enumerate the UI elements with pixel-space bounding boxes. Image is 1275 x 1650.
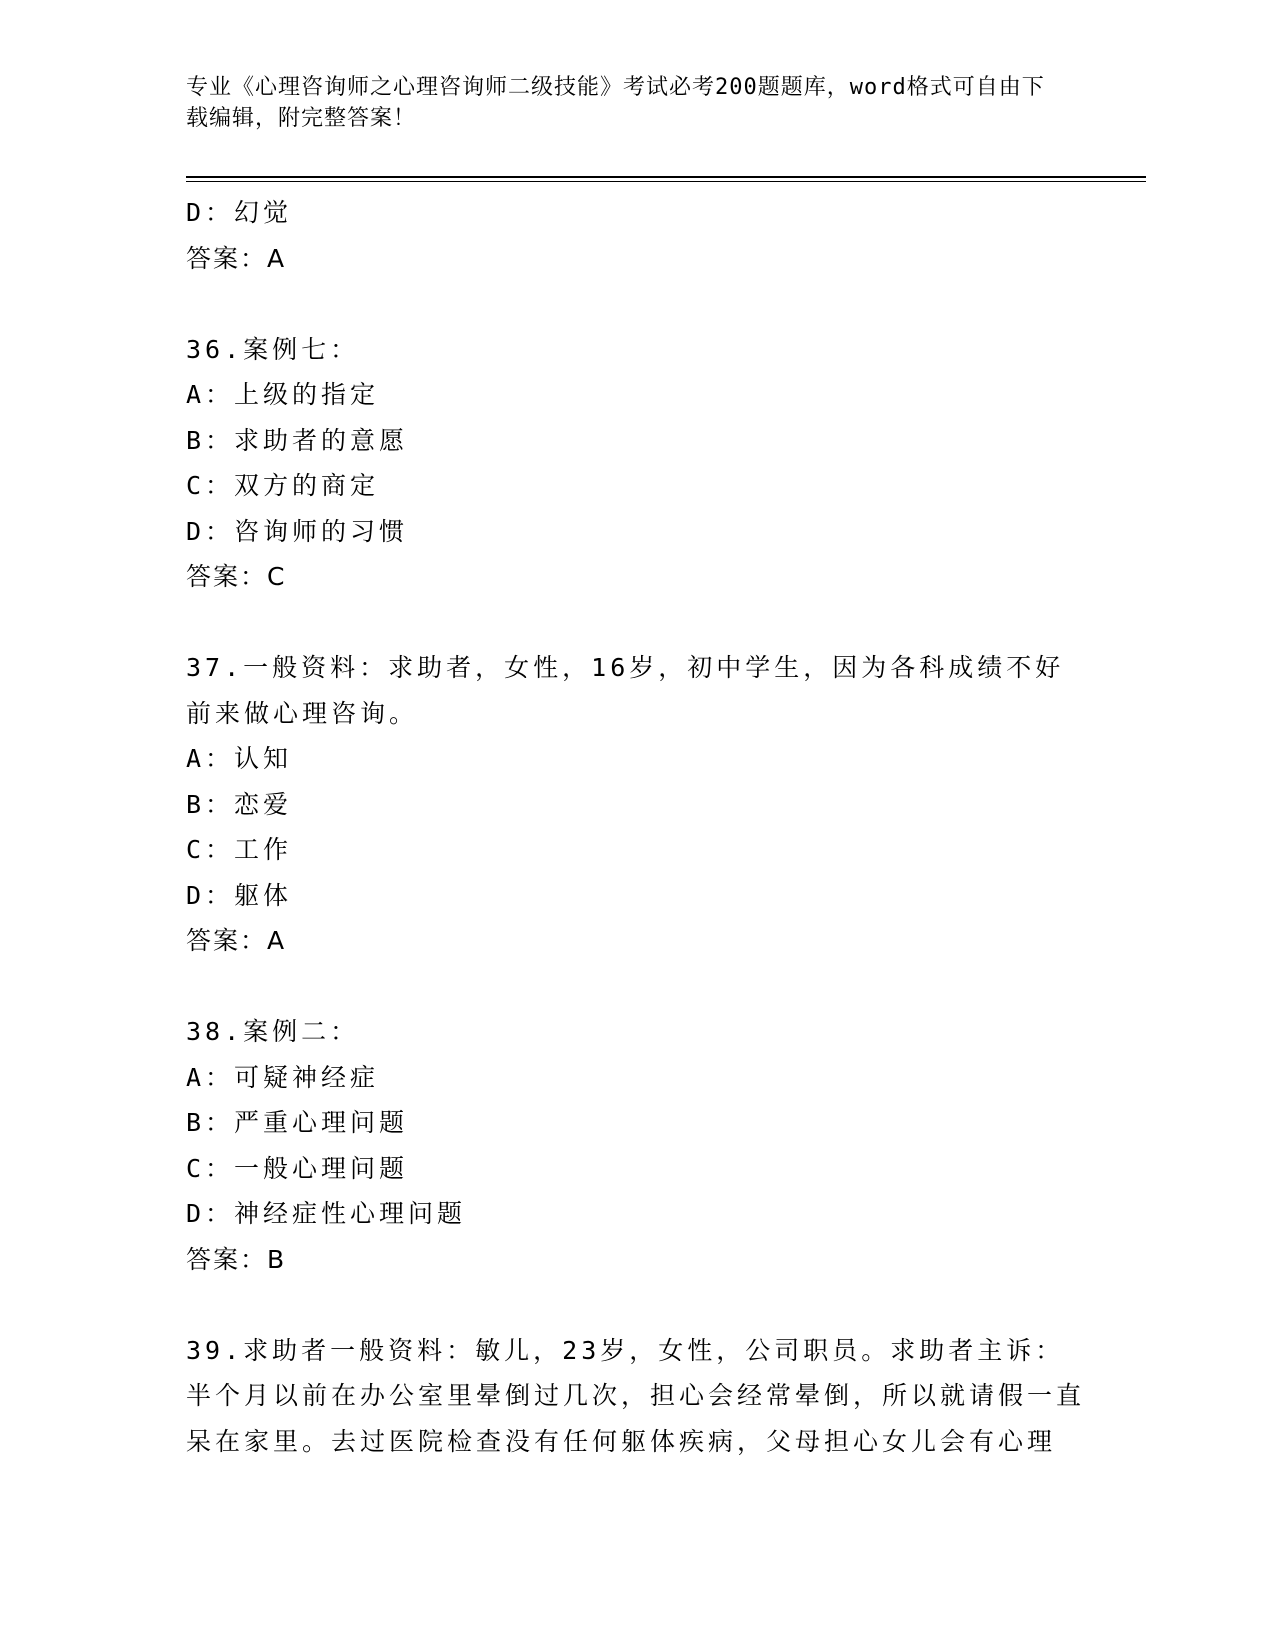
answer: 答案：A	[186, 926, 287, 955]
option-c: C：工作	[186, 835, 293, 864]
header-rule-thick	[186, 176, 1146, 178]
header-rule-thin	[186, 181, 1146, 182]
prev-answer: 答案：A	[186, 243, 287, 273]
option-a: A：可疑神经症	[186, 1062, 380, 1092]
option-d: D：咨询师的习惯	[186, 516, 409, 546]
question-stem: 36.案例七：	[186, 334, 360, 364]
option-a: A：认知	[186, 744, 293, 773]
option-d: D：躯体	[186, 880, 293, 910]
answer: 答案：B	[186, 1244, 287, 1274]
question-39	[186, 1328, 1086, 1465]
option-a: A：上级的指定	[186, 380, 380, 409]
option-b: B：恋爱	[186, 789, 293, 819]
question-37	[186, 645, 1086, 964]
document-header: 专业《心理咨询师之心理咨询师二级技能》考试必考200题题库，word格式可自由下载编辑，附完整答案！	[186, 75, 1045, 131]
option-d: D：神经症性心理问题	[186, 1199, 467, 1228]
option-b: B：求助者的意愿	[186, 425, 409, 455]
question-36	[186, 327, 1086, 600]
option-c: C：双方的商定	[186, 471, 380, 500]
question-stem: 39.求助者一般资料：敏儿，23岁，女性，公司职员。求助者主诉：半个月以前在办公室里晕倒过几次，担心会经常晕倒，所以就请假一直呆在家里。去过医院检查没有任何躯体疾病，父母担心女儿会有心理	[186, 1335, 1086, 1456]
option-c: C：一般心理问题	[186, 1153, 409, 1183]
question-stem: 38.案例二：	[186, 1017, 360, 1046]
answer: 答案：C	[186, 562, 287, 591]
question-stem: 37.一般资料：求助者，女性，16岁，初中学生，因为各科成绩不好前来做心理咨询。	[186, 653, 1065, 728]
question-content	[186, 190, 1086, 1464]
question-38	[186, 1009, 1086, 1282]
prev-option-d: D：幻觉	[186, 198, 293, 227]
option-b: B：严重心理问题	[186, 1108, 409, 1137]
